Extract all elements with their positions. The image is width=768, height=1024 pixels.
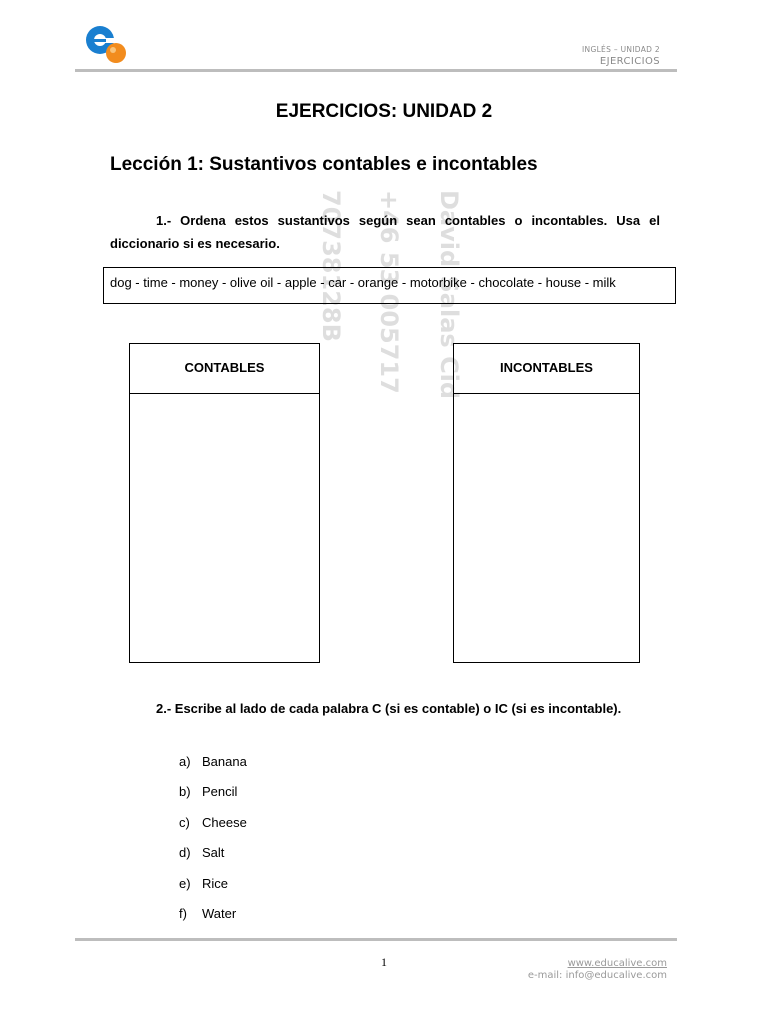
footer-contact bbox=[528, 958, 667, 982]
email-text: e-mail: info@educalive.com bbox=[527, 970, 667, 981]
countable-column-box[interactable] bbox=[129, 343, 320, 663]
list-item bbox=[179, 841, 247, 871]
list-item-letter: b) bbox=[179, 784, 191, 800]
header-rule bbox=[75, 69, 677, 72]
list-item bbox=[179, 750, 247, 780]
uncountable-column-box[interactable] bbox=[453, 343, 640, 663]
list-item bbox=[179, 811, 247, 841]
page-number: 1 bbox=[381, 955, 387, 969]
uncountable-column-header bbox=[454, 344, 639, 394]
list-item-word: Cheese bbox=[202, 814, 247, 830]
word-list bbox=[179, 750, 247, 932]
exercise-1-instruction bbox=[110, 209, 660, 255]
watermark-name: David Salas Cid bbox=[435, 190, 463, 400]
website-link[interactable]: www.educalive.com bbox=[567, 958, 667, 969]
header-subject: INGLÉS – UNIDAD 2 bbox=[582, 45, 660, 54]
list-item-word: Water bbox=[202, 905, 237, 921]
list-item bbox=[179, 902, 247, 932]
page-title: EJERCICIOS: UNIDAD 2 bbox=[275, 101, 493, 122]
list-item-word: Pencil bbox=[202, 784, 238, 800]
header-section: EJERCICIOS bbox=[599, 56, 660, 67]
exercise-2-text: 2.- Escribe al lado de cada palabra C (si es contable) o IC (si es incontable). bbox=[156, 701, 622, 716]
list-item-word: Rice bbox=[202, 875, 229, 891]
list-item-word: Banana bbox=[202, 754, 247, 769]
list-item bbox=[179, 780, 247, 810]
exercise-1-text: 1.- Ordena estos sustantivos según sean contables o incontables. Usa el diccionario si es necesario. bbox=[110, 213, 660, 251]
list-item-word: Salt bbox=[202, 845, 225, 861]
footer-rule bbox=[75, 938, 677, 941]
uncountable-column-label: INCONTABLES bbox=[500, 360, 593, 375]
word-bank: dog - time - money - olive oil - apple - car - orange - motorbike - chocolate - house - milk bbox=[103, 267, 676, 304]
list-item bbox=[179, 872, 247, 902]
watermark-phone: +46 53 005717 bbox=[375, 190, 403, 394]
exercise-2-instruction bbox=[110, 697, 660, 720]
list-item-letter: d) bbox=[179, 845, 191, 861]
countable-column-label: CONTABLES bbox=[184, 360, 265, 375]
list-item-letter: f) bbox=[179, 905, 187, 921]
watermark-id: 70738128B bbox=[317, 190, 345, 342]
list-item-letter: c) bbox=[179, 814, 190, 830]
header-info bbox=[582, 44, 660, 68]
countable-column-header bbox=[130, 344, 319, 394]
list-item-letter: e) bbox=[179, 875, 191, 891]
list-item-letter: a) bbox=[179, 754, 191, 769]
educalive-logo bbox=[84, 20, 130, 66]
lesson-title: Lección 1: Sustantivos contables e incontables bbox=[110, 154, 538, 175]
